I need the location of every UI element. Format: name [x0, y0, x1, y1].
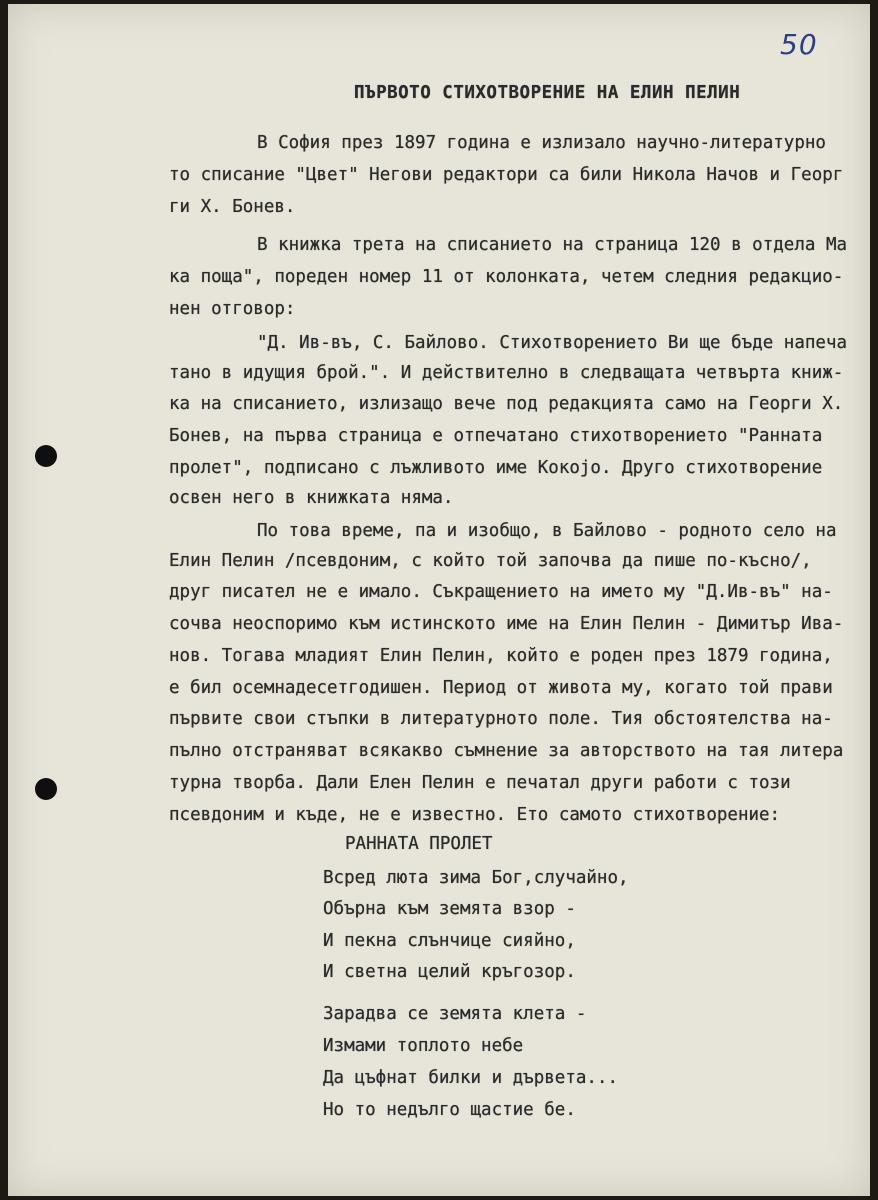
text-line: пълно отстраняват всякакво съмнение за авторството на тая литера	[169, 741, 844, 761]
text-line: първите свои стъпки в литературното поле. Тия обстоятелства на-	[169, 709, 833, 729]
handwritten-page-number: 50	[780, 28, 818, 61]
text-line: "Д. Ив-въ, С. Байлово. Стихотворението Ви ще бъде напеча	[257, 333, 848, 353]
text-line: е бил осемнадесетгодишен. Период от живота му, когато той прави	[169, 678, 833, 698]
text-line: то списание "Цвет" Негови редактори са били Никола Начов и Георг	[169, 165, 844, 185]
text-line: нен отговор:	[169, 299, 296, 319]
poem-line: Измами топлото небе	[323, 1036, 524, 1056]
poem-line: Да цъфнат билки и дървета...	[323, 1068, 619, 1088]
punch-hole-upper	[35, 445, 57, 467]
poem-line: Обърна към земята взор -	[323, 899, 576, 919]
text-line: турна творба. Дали Елен Пелин е печатал други работи с този	[169, 773, 791, 793]
text-line: Бонев, на първа страница е отпечатано стихотворението "Ранната	[169, 426, 823, 446]
poem-line: Всред люта зима Бог,случайно,	[323, 868, 629, 888]
poem-line: Но то недълго щастие бе.	[323, 1100, 576, 1120]
text-line: тано в идущия брой.". И действително в следващата четвърта книж-	[169, 363, 844, 383]
text-line: освен него в книжката няма.	[169, 488, 454, 508]
text-line: В книжка трета на списанието на страница 120 в отдела Ма	[257, 235, 848, 255]
text-line: друг писател не е имало. Съкращението на името му "Д.Ив-въ" на-	[169, 582, 833, 602]
text-line: сочва неоспоримо към истинското име на Елин Пелин - Димитър Ива-	[169, 614, 844, 634]
punch-hole-lower	[35, 778, 57, 800]
text-line: псевдоним и къде, не е известно. Ето самото стихотворение:	[169, 805, 781, 825]
poem-line: И светна целий кръгозор.	[323, 962, 576, 982]
text-line: пролет", подписано с лъжливото име Кокоjo. Друго стихотворение	[169, 458, 823, 478]
text-line: ка на списанието, излизащо вече под редакцията само на Георги Х.	[169, 394, 844, 414]
text-line: нов. Тогава младият Елин Пелин, който е роден през 1879 година,	[169, 646, 833, 666]
document-title: ПЪРВОТО СТИХОТВОРЕНИЕ НА ЕЛИН ПЕЛИН	[354, 83, 741, 103]
text-line: Елин Пелин /псевдоним, с който той започва да пише по-късно/,	[169, 551, 812, 571]
text-line: По това време, па и изобщо, в Байлово - родното село на	[257, 521, 837, 541]
text-line: ги Х. Бонев.	[169, 197, 296, 217]
poem-line: И пекна слънчице сияйно,	[323, 931, 576, 951]
text-line: ка поща", пореден номер 11 от колонката, четем следния редакцио-	[169, 267, 844, 287]
text-line: В София през 1897 година е излизало научно-литературно	[257, 133, 826, 153]
poem-title: РАННАТА ПРОЛЕТ	[345, 834, 493, 854]
poem-line: Зарадва се земята клета -	[323, 1004, 587, 1024]
typewritten-page	[8, 4, 870, 1196]
